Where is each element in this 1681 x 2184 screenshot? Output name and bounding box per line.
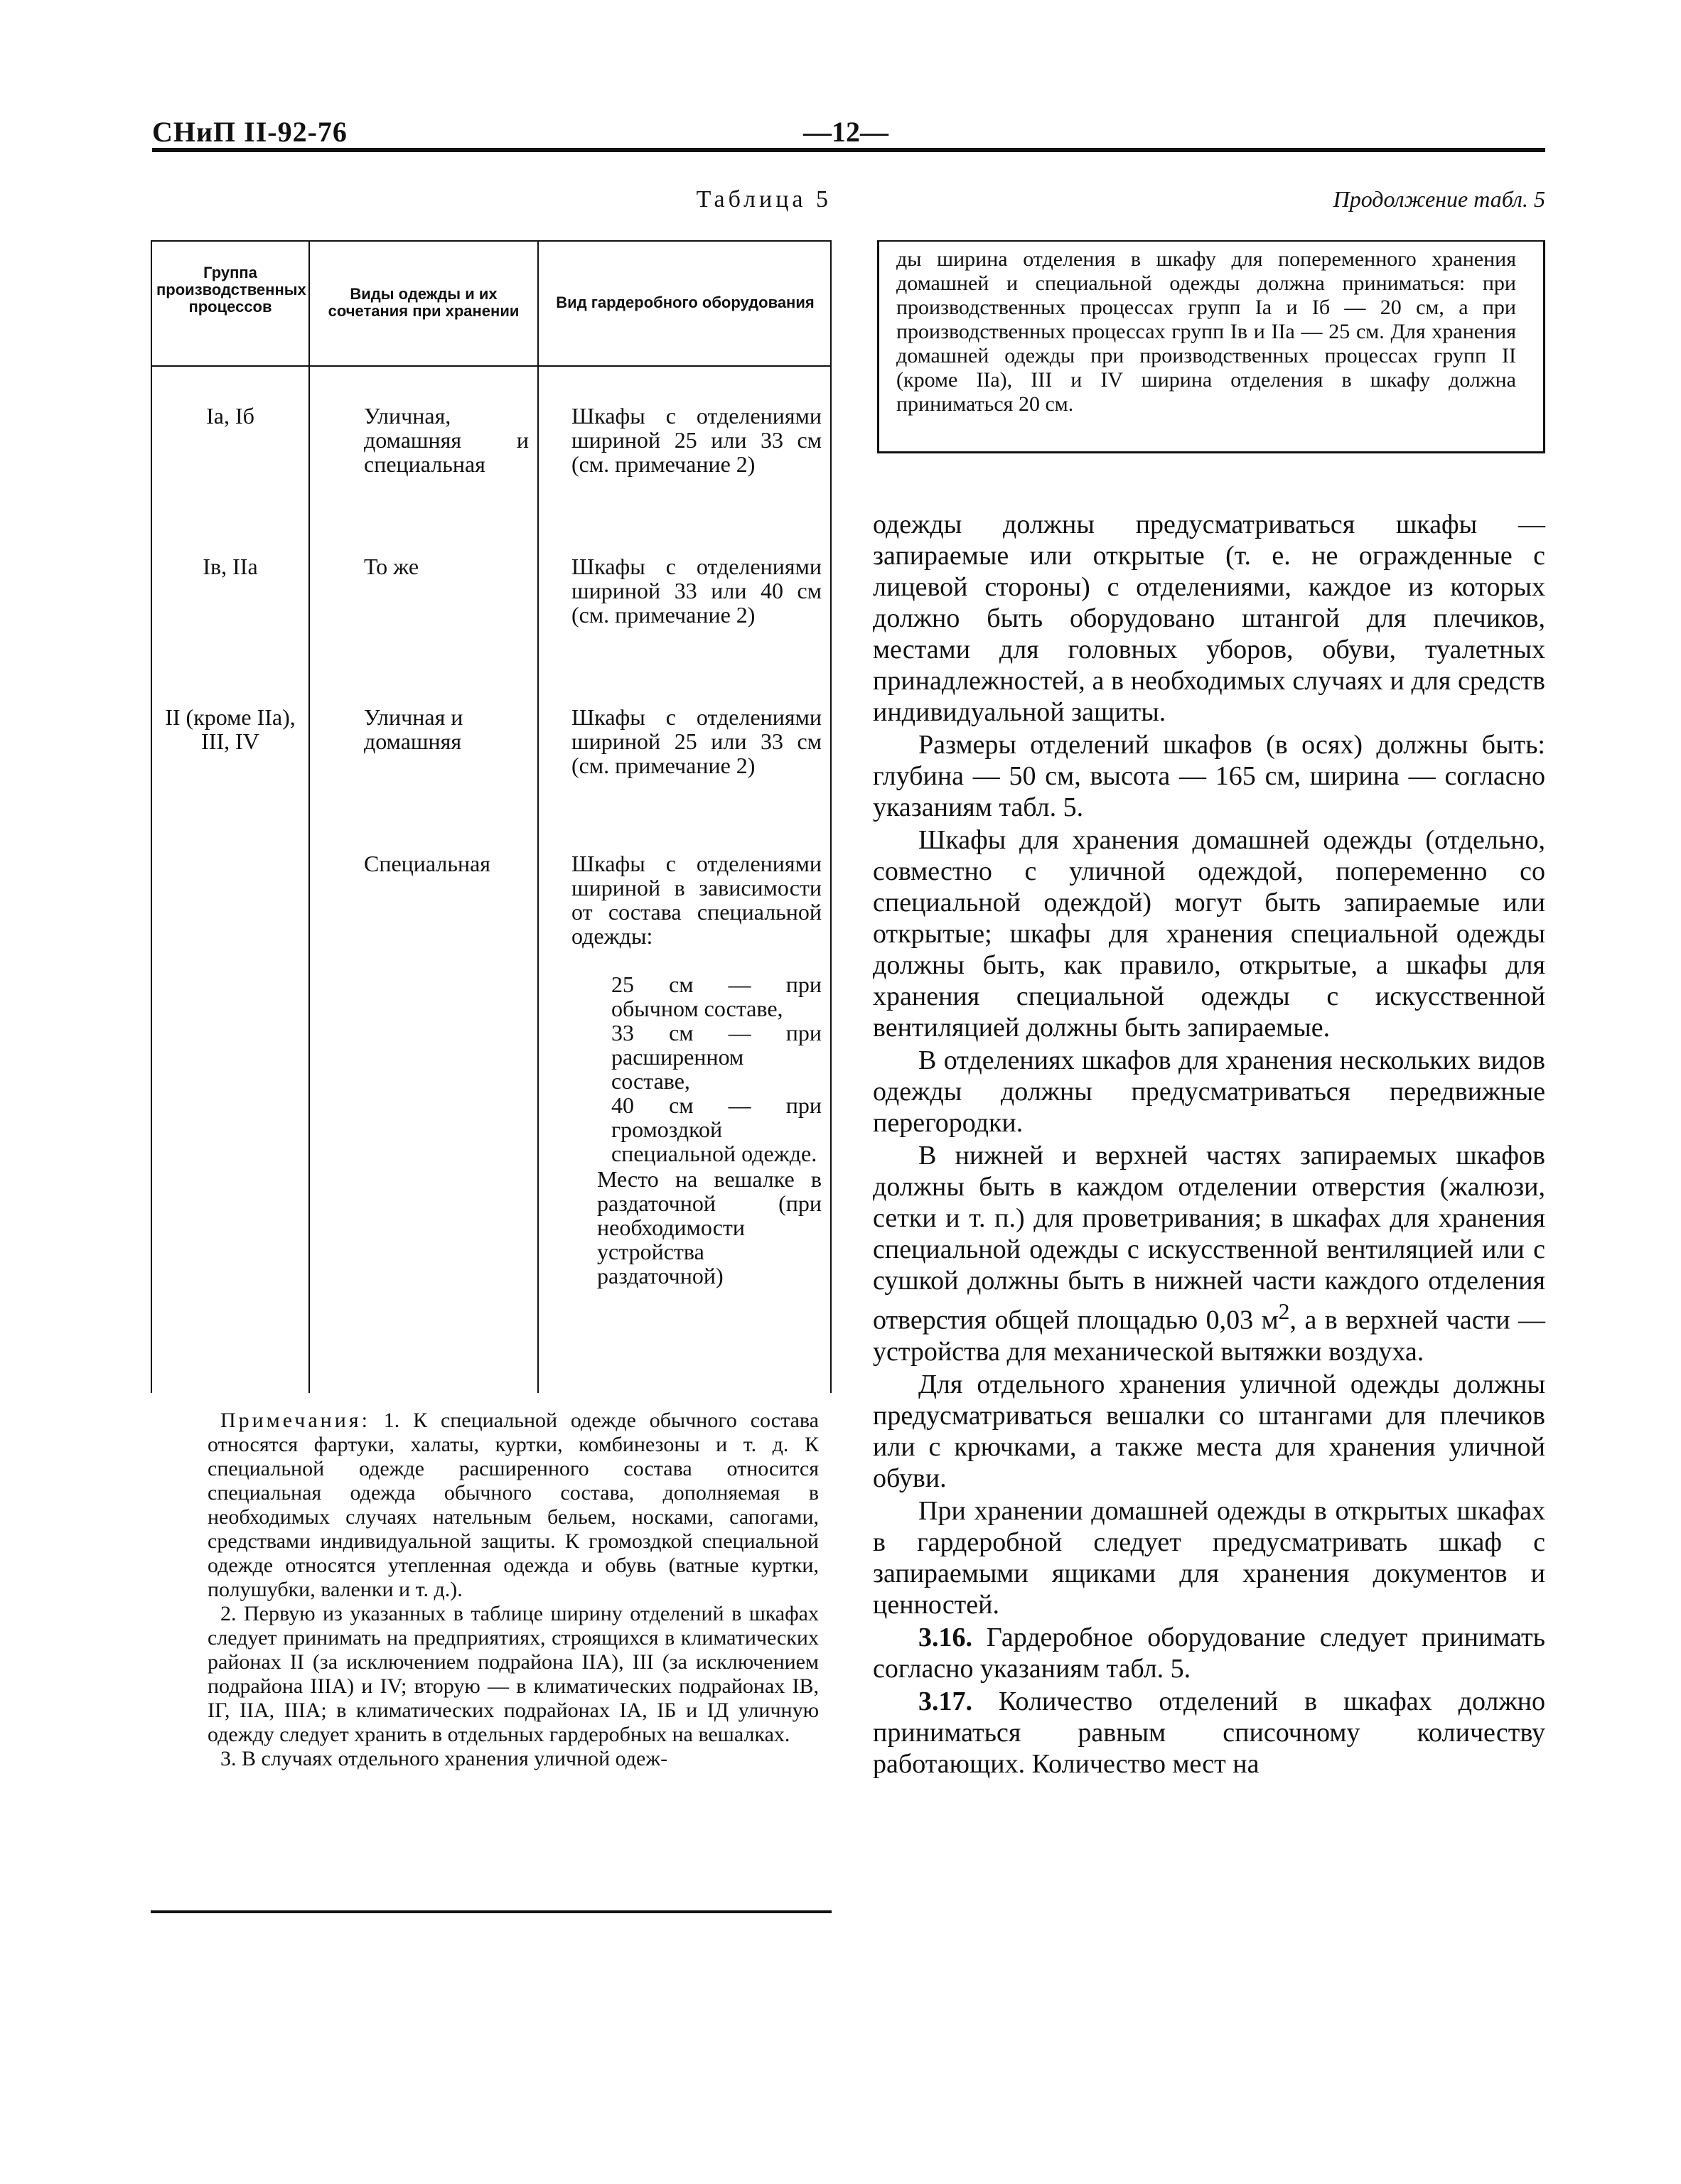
table-border-left: [151, 242, 152, 1393]
paragraph-1: одежды должны предусматриваться шкафы — запираемые или открытые (т. е. не огражденные с лицевой стороны) с отделениями, каждое из которых должно быть оборудовано штангой для плечиков, местами для головных уборов, обуви, туалетных принадлежностей, а в необходимых случаях и для средств индивидуальной защиты.: [873, 510, 1545, 727]
row4-equipment: Шкафы с отделениями шириной в зависимости от состава специальной одежды:: [571, 851, 822, 949]
header-rule: [152, 148, 1545, 152]
row2-equipment: Шкафы с отделениями шириной 33 или 40 см (см. примечание 2): [571, 554, 822, 628]
table-divider-1: [308, 242, 310, 1393]
row2-group: Iв, IIа: [203, 554, 258, 579]
row3-clothes: Уличная и домашняя: [364, 704, 463, 754]
paragraph-6: Для отдельного хранения уличной одежды должны предусматриваться вешалки со штангами для плечиков или с крючками, а также места для хранения уличной обуви.: [873, 1369, 1545, 1493]
clause-3-17-text: Количество отделений в шкафах должно приниматься равным списочному количеству работающих. Количество мест на: [873, 1686, 1545, 1779]
paragraph-5-text-b: , а в верхней части — устройства для механической вытяжки воздуха.: [873, 1305, 1546, 1367]
table-divider-2: [537, 242, 539, 1393]
column-header-equipment: Вид гардеробного оборудования: [556, 294, 815, 311]
row4-width-item-33: 33 см — при расширенном составе,: [611, 1020, 822, 1094]
row4-width-item-25: 25 см — при обычном составе,: [611, 972, 822, 1021]
table-border-right: [830, 242, 832, 1393]
clause-3-17: [873, 1686, 1545, 1780]
row3-group: II (кроме IIа), III, IV: [165, 704, 296, 754]
clause-3-16: [873, 1622, 1545, 1684]
notes-heading: Примечания:: [220, 1409, 370, 1432]
paragraph-4: В отделениях шкафов для хранения нескольких видов одежды должны предусматриваться передвижные перегородки.: [873, 1045, 1545, 1138]
column-header-clothes: Виды одежды и их сочетания при хранении: [328, 285, 520, 320]
paragraph-3: Шкафы для хранения домашней одежды (отдельно, совместно с уличной одеждой, попеременно со специальной одеждой) могут быть запираемые или открытые; шкафы для хранения специальной одежды должны быть, как правило, открытые, а шкафы для хранения специальной одежды с искусственной вентиляцией должны быть запираемые.: [873, 825, 1545, 1043]
paragraph-7: При хранении домашней одежды в открытых шкафах в гардеробной следует предусматривать шкаф с запираемыми ящиками для хранения документов и ценностей.: [873, 1495, 1545, 1620]
row4-width-item-40: 40 см — при громоздкой специальной одежде.: [611, 1092, 822, 1166]
table-5: [151, 240, 832, 1393]
clause-3-17-number: 3.17.: [918, 1686, 972, 1716]
note-1: 1. К специальной одежде обычного состава относятся фартуки, халаты, куртки, комбинезоны и т. д. К специальной одежде расширенного состава относится специальная одежда обычного состава, дополняемая в необходимых случаях нательным бельем, носками, сапогами, средствами индивидуальной защиты. К громоздкой специальной одежде относятся утепленная одежда и обувь (ватные куртки, полушубки, валенки и т. д.).: [208, 1409, 820, 1601]
clause-3-16-number: 3.16.: [918, 1622, 972, 1652]
row4-equipment-extra: Место на вешалке в раздаточной (при необходимости устройства раздаточной): [597, 1166, 822, 1289]
table-caption: Таблица 5: [696, 186, 832, 213]
body-text: [873, 509, 1545, 1781]
page-number: —12—: [803, 116, 888, 148]
table-bottom-rule: [151, 1910, 832, 1913]
table-header-rule: [151, 365, 832, 367]
row4-clothes: Специальная: [364, 851, 491, 876]
continuation-box: [877, 240, 1545, 453]
paragraph-5-text-a: В нижней и верхней частях запираемых шкафов должны быть в каждом отделении отверстия (жалюзи, сетки и т. п.) для проветривания; в шкафах для хранения специальной одежды с искусственной вентиляцией или с сушкой должны быть в нижней части каждого отделения отверстия общей площадью 0,03 м: [873, 1141, 1545, 1335]
paragraph-5-superscript: 2: [1278, 1299, 1290, 1324]
paragraph-2: Размеры отделений шкафов (в осях) должны быть: глубина — 50 см, высота — 165 см, ширина — согласно указаниям табл. 5.: [873, 730, 1545, 822]
row1-equipment: Шкафы с отделениями шириной 25 или 33 см (см. примечание 2): [571, 403, 822, 477]
document-code: СНиП II-92-76: [152, 116, 348, 148]
row1-group: Iа, Iб: [206, 403, 254, 429]
row3-equipment: Шкафы с отделениями шириной 25 или 33 см (см. примечание 2): [571, 704, 822, 778]
table-notes: [208, 1409, 819, 1771]
column-header-group: Группа производственных процессов: [156, 264, 306, 316]
row1-clothes: Уличная, домашняя и специальная: [364, 403, 529, 477]
note-2: 2. Первую из указанных в таблице ширину отделений в шкафах следует принимать на предприятиях, строящихся в климатических районах II (за исключением подрайона IIА), III (за исключением подрайона IIIА) и IV; вторую — в климатических подрайонах IВ, IГ, IIА, IIIА; в климатических подрайонах IА, IБ и IД уличную одежду следует хранить в отдельных гардеробных на вешалках.: [208, 1602, 819, 1746]
row2-clothes: То же: [364, 554, 419, 579]
paragraph-5: [873, 1140, 1545, 1367]
continuation-text: ды ширина отделения в шкафу для попеременного хранения домашней и специальной одежды должна приниматься: при производственных процессах групп Iа и Iб — 20 см, а при производственных процессах групп Iв и IIа — 25 см. Для хранения домашней одежды при производственных процессах групп II (кроме IIа), III и IV ширина отделения в шкафу должна приниматься 20 см.: [896, 247, 1516, 416]
continuation-caption: Продолжение табл. 5: [1333, 186, 1545, 212]
clause-3-16-text: Гардеробное оборудование следует принимать согласно указаниям табл. 5.: [873, 1622, 1545, 1684]
note-3: 3. В случаях отдельного хранения уличной одеж-: [220, 1747, 668, 1770]
